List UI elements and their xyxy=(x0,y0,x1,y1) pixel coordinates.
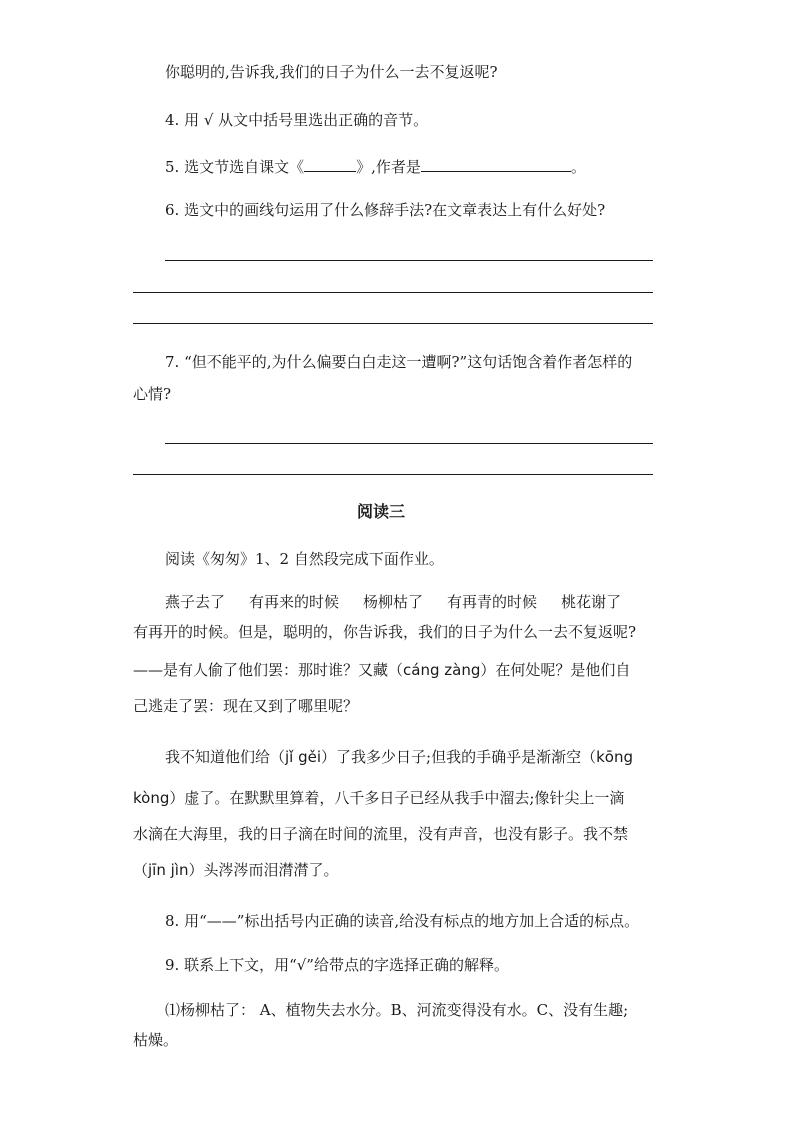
question-9: 9. 联系上下文，用“√”给带点的字选择正确的解释。 xyxy=(165,956,509,974)
lesson-title-blank[interactable] xyxy=(304,157,356,172)
answer-line-q6-2[interactable] xyxy=(133,292,653,293)
question-7-line2: 心情? xyxy=(133,385,172,403)
passage-text: ）在何处呢？是他们自 xyxy=(480,661,631,679)
passage-para2-line1 xyxy=(165,747,633,767)
question-4: 4. 用 √ 从文中括号里选出正确的音节。 xyxy=(165,111,429,129)
answer-line-q7-1[interactable] xyxy=(165,443,653,444)
passage-para2-line4 xyxy=(133,860,338,880)
passage-end-line: 你聪明的,告诉我,我们的日子为什么一去不复返呢? xyxy=(165,63,498,81)
answer-line-q7-2[interactable] xyxy=(133,474,653,475)
passage-text: （ xyxy=(133,861,149,879)
passage-para2-line3: 水滴在大海里，我的日子滴在时间的流里，没有声音，也没有影子。我不禁 xyxy=(133,825,629,843)
passage-text: 我不知道他们给（ xyxy=(165,748,286,766)
passage-fragment: 杨柳枯了 xyxy=(363,593,424,611)
answer-line-q6-3[interactable] xyxy=(133,323,653,324)
passage-fragment: 有再青的时候 xyxy=(447,593,538,611)
question-5-suffix: 。 xyxy=(570,158,586,176)
pinyin-option: kòng xyxy=(133,789,170,807)
section-heading: 阅读三 xyxy=(357,502,406,521)
passage-fragment: 燕子去了 xyxy=(165,593,226,611)
passage-para1-line2: 有再开的时候。但是，聪明的，你告诉我，我们的日子为什么一去不复返呢? xyxy=(133,623,637,641)
question-5 xyxy=(165,157,586,177)
passage-fragment: 桃花谢了 xyxy=(561,593,622,611)
passage-text: ）虚了。在默默里算着，八千多日子已经从我手中溜去;像针尖上一滴 xyxy=(169,789,625,807)
question-8: 8. 用“——”标出括号内正确的读音,给没有标点的地方加上合适的标点。 xyxy=(165,912,640,930)
reading-instruction: 阅读《匆匆》1、2 自然段完成下面作业。 xyxy=(165,550,444,568)
passage-para1-line4: 己逃走了罢：现在又到了哪里呢？ xyxy=(133,697,359,715)
answer-line-q6-1[interactable] xyxy=(165,260,653,261)
question-7-line1: 7. “但不能平的,为什么偏要白白走这一遭啊?”这句话饱含着作者怎样的 xyxy=(165,353,633,371)
question-5-prefix: 5. 选文节选自课文《 xyxy=(165,158,305,176)
passage-text: ）头涔涔而泪潸潸了。 xyxy=(188,861,339,879)
pinyin-option: jǐ gěi xyxy=(285,748,322,766)
question-9-item1-line1: ⑴杨柳枯了： A、植物失去水分。B、河流变得没有水。C、没有生趣; xyxy=(165,1001,629,1019)
passage-text: ——是有人偷了他们罢：那时谁？又藏（ xyxy=(133,661,404,679)
passage-para1-line3 xyxy=(133,660,630,680)
pinyin-option: jīn jìn xyxy=(148,861,189,879)
question-6: 6. 选文中的画线句运用了什么修辞手法?在文章表达上有什么好处? xyxy=(165,201,606,219)
passage-para2-line2 xyxy=(133,788,624,808)
passage-text: ）了我多少日子;但我的手确乎是渐渐空（ xyxy=(321,748,597,766)
question-5-mid: 》,作者是 xyxy=(356,158,421,176)
author-blank[interactable] xyxy=(421,157,571,172)
pinyin-option: kōng xyxy=(596,748,634,766)
passage-para1-line1 xyxy=(165,592,621,612)
passage-fragment: 有再来的时候 xyxy=(249,593,340,611)
question-9-item1-line2: 枯燥。 xyxy=(133,1031,179,1049)
pinyin-option: cáng zàng xyxy=(403,661,481,679)
